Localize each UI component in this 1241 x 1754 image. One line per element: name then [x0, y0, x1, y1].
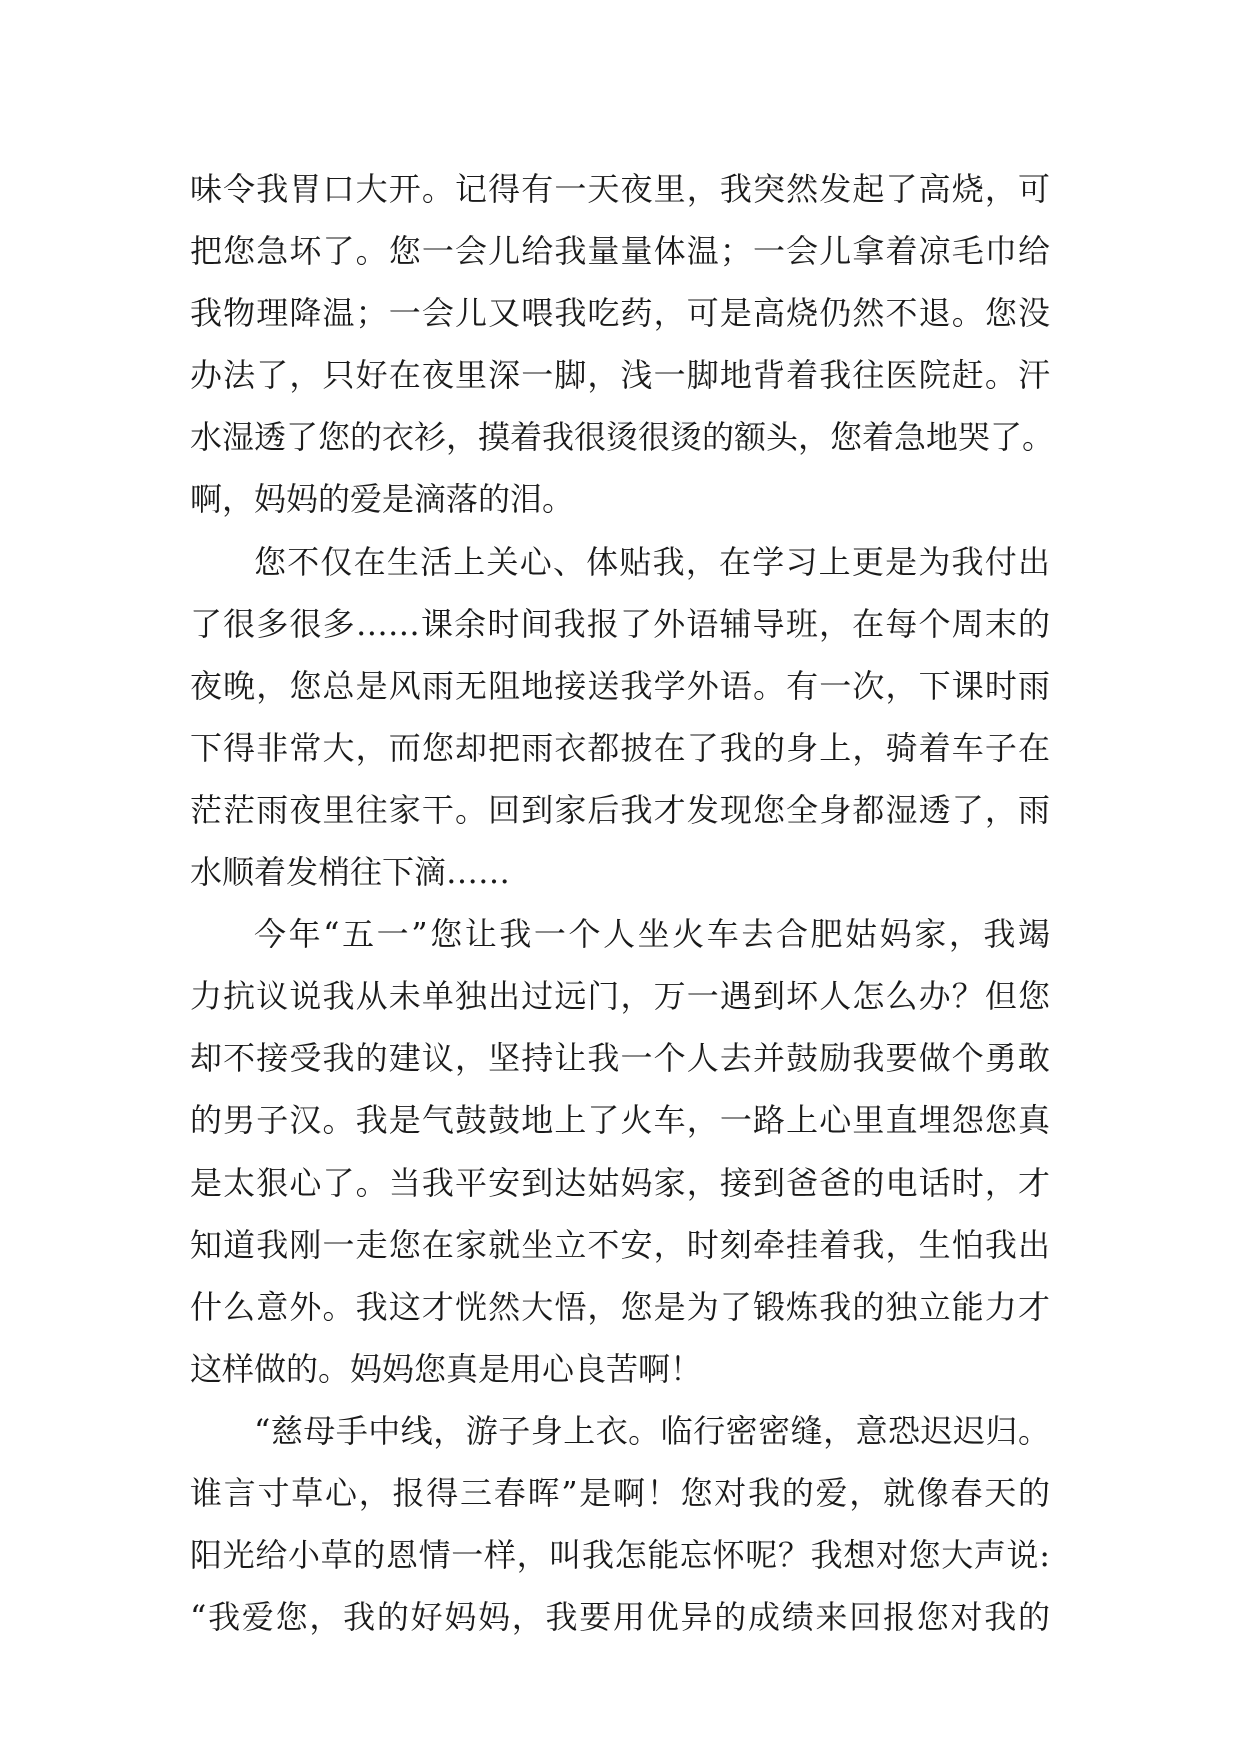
text-line: 力抗议说我从未单独出过远门，万一遇到坏人怎么办？但您 [190, 977, 1050, 1016]
text-line: 我物理降温；一会儿又喂我吃药，可是高烧仍然不退。您没 [190, 294, 1050, 333]
text-line: 办法了，只好在夜里深一脚，浅一脚地背着我往医院赶。汗 [190, 356, 1050, 395]
text-line: 知道我刚一走您在家就坐立不安，时刻牵挂着我，生怕我出 [190, 1225, 1050, 1264]
text-line: “我爱您，我的好妈妈，我要用优异的成绩来回报您对我的 [190, 1598, 1050, 1637]
body-text [190, 158, 1055, 1648]
text-line: 这样做的。妈妈您真是用心良苦啊！ [190, 1349, 703, 1388]
text-line: 却不接受我的建议，坚持让我一个人去并鼓励我要做个勇敢 [190, 1039, 1050, 1078]
text-line: 是太狠心了。当我平安到达姑妈家，接到爸爸的电话时，才 [190, 1163, 1050, 1202]
text-line: 您不仅在生活上关心、体贴我，在学习上更是为我付出 [254, 542, 1050, 581]
text-line: 水湿透了您的衣衫，摸着我很烫很烫的额头，您着急地哭了。 [190, 418, 1055, 457]
text-line: 下得非常大，而您却把雨衣都披在了我的身上，骑着车子在 [190, 728, 1050, 767]
text-line: 谁言寸草心，报得三春晖”是啊！您对我的爱，就像春天的 [190, 1473, 1050, 1512]
text-line: 什么意外。我这才恍然大悟，您是为了锻炼我的独立能力才 [190, 1287, 1050, 1326]
text-line: 茫茫雨夜里往家干。回到家后我才发现您全身都湿透了，雨 [190, 790, 1050, 829]
text-line: 的男子汉。我是气鼓鼓地上了火车，一路上心里直埋怨您真 [190, 1101, 1050, 1140]
text-line: 把您急坏了。您一会儿给我量量体温；一会儿拿着凉毛巾给 [190, 232, 1050, 271]
text-line: 今年“五一”您让我一个人坐火车去合肥姑妈家，我竭 [254, 915, 1050, 954]
text-line: “慈母手中线，游子身上衣。临行密密缝，意恐迟迟归。 [254, 1411, 1050, 1450]
text-line: 味令我胃口大开。记得有一天夜里，我突然发起了高烧，可 [190, 170, 1050, 208]
text-line: 夜晚，您总是风雨无阻地接送我学外语。有一次，下课时雨 [190, 666, 1050, 705]
text-line: 啊，妈妈的爱是滴落的泪。 [190, 480, 575, 519]
text-line: 水顺着发梢往下滴…… [190, 853, 511, 892]
text-line: 了很多很多……课余时间我报了外语辅导班，在每个周末的 [190, 604, 1050, 643]
text-line: 阳光给小草的恩情一样，叫我怎能忘怀呢？我想对您大声说: [190, 1536, 1050, 1575]
